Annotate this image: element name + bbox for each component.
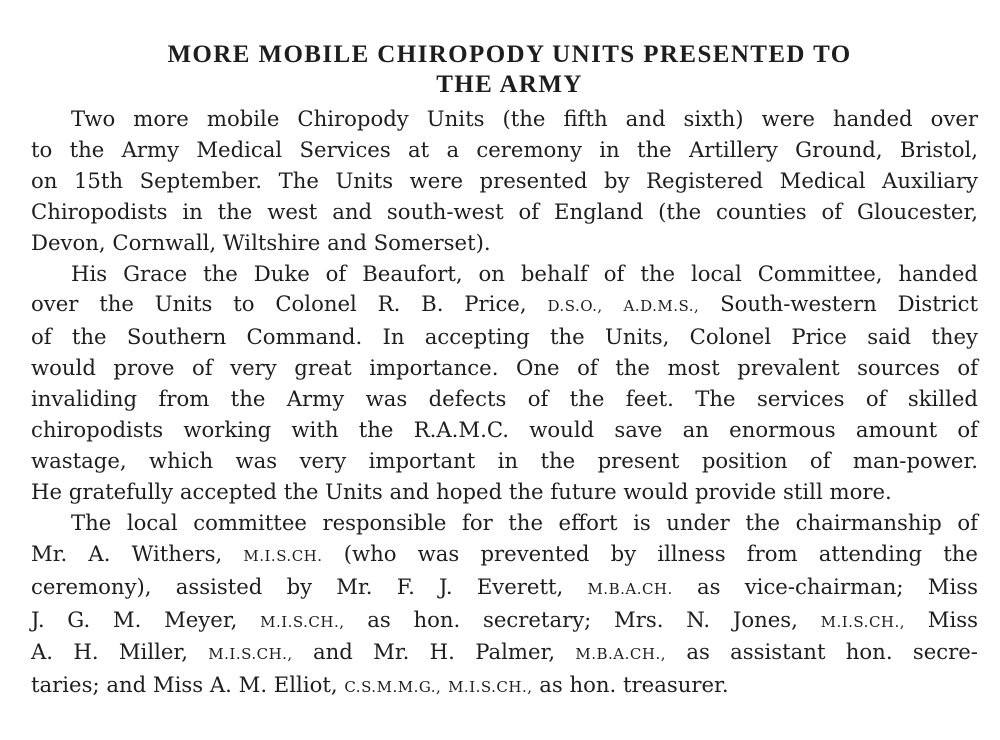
text-line: would prove of very great importance. One of the most prevalent sources of: [31, 355, 978, 381]
text-line: [31, 637, 978, 670]
honorific-misch: M.I.S.CH.,: [208, 645, 293, 664]
text-line: wastage, which was very important in the present position of man-power.: [31, 447, 978, 473]
text-line: [31, 670, 978, 703]
honorific-mbach: M.B.A.CH.,: [575, 645, 667, 664]
text-line: He gratefully accepted the Units and hoped the future would provide still more.: [31, 478, 892, 504]
text-run: J. G. M. Meyer,: [31, 606, 238, 632]
article-body: [31, 104, 978, 703]
text-run: as hon. treasurer.: [539, 672, 729, 698]
text-line: [31, 539, 978, 572]
honorific-dso: D.S.O.,: [547, 297, 603, 316]
honorific-csmmg: C.S.M.M.G.,: [344, 678, 442, 697]
honorific-misch: M.I.S.CH.,: [820, 612, 906, 631]
text-run: taries; and Miss A. M. Elliot,: [31, 672, 338, 698]
text-line: chiropodists working with the R.A.M.C. would save an enormous amount of: [31, 417, 978, 443]
paragraph-3: [31, 508, 978, 703]
honorific-misch: M.I.S.CH.,: [448, 678, 533, 697]
title-line-1: MORE MOBILE CHIROPODY UNITS PRESENTED TO: [167, 41, 852, 68]
honorific-adms: A.D.M.S.,: [623, 297, 700, 316]
text-run: (who was prevented by illness from attending the: [343, 540, 978, 566]
text-line: [31, 572, 978, 605]
honorific-mbach: M.B.A.CH.: [587, 579, 673, 598]
text-run: over the Units to Colonel R. B. Price,: [31, 291, 527, 317]
title-line-2: THE ARMY: [436, 71, 583, 98]
text-run: Miss: [927, 606, 978, 632]
article-title: [31, 40, 978, 100]
text-run: ceremony), assisted by Mr. F. J. Everett,: [31, 573, 564, 599]
text-run: and Mr. H. Palmer,: [313, 639, 556, 665]
text-line: on 15th September. The Units were presented by Registered Medical Auxiliary: [31, 167, 978, 193]
text-run: Mr. A. Withers,: [31, 540, 223, 566]
text-line: Devon, Cornwall, Wiltshire and Somerset).: [31, 229, 491, 255]
text-line: The local committee responsible for the effort is under the chairmanship of: [71, 509, 978, 535]
text-run: A. H. Miller,: [31, 639, 188, 665]
text-run: as hon. secretary; Mrs. N. Jones,: [367, 606, 798, 632]
text-line: [31, 605, 978, 638]
paragraph-1: [31, 104, 978, 259]
text-line: Two more mobile Chiropody Units (the fifth and sixth) were handed over: [71, 106, 978, 131]
honorific-misch: M.I.S.CH.,: [260, 612, 345, 631]
honorific-misch: M.I.S.CH.: [243, 546, 323, 565]
paragraph-2: [31, 259, 978, 508]
text-line: Chiropodists in the west and south-west of England (the counties of Gloucester,: [31, 198, 978, 224]
text-run: South-western District: [720, 291, 978, 317]
text-run: as vice-chairman; Miss: [697, 573, 978, 599]
text-run: as assistant hon. secre-: [686, 639, 978, 665]
text-line: [31, 289, 978, 322]
text-line: to the Army Medical Services at a ceremony in the Artillery Ground, Bristol,: [31, 136, 978, 162]
text-line: of the Southern Command. In accepting the Units, Colonel Price said they: [31, 324, 978, 350]
text-line: invaliding from the Army was defects of the feet. The services of skilled: [31, 386, 978, 412]
text-line: His Grace the Duke of Beaufort, on behalf of the local Committee, handed: [71, 260, 978, 286]
